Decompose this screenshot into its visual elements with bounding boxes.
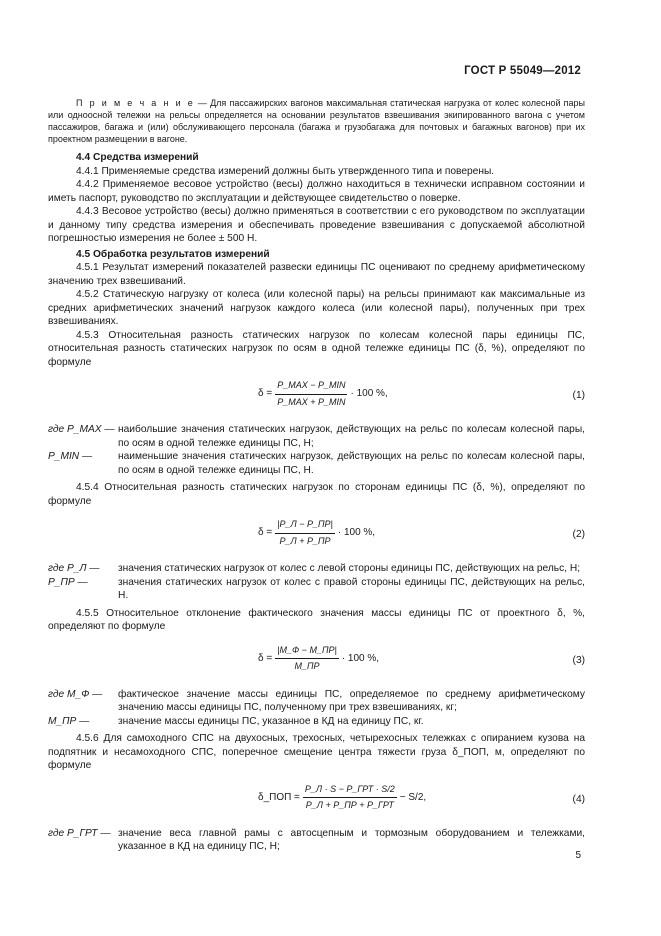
standard-code: ГОСТ Р 55049—2012: [464, 65, 581, 77]
para-4-5-6: 4.5.6 Для самоходного СПС на двухосных, трехосных, четырехосных тележках с опиранием кузова на подпятник и несамоходного СПС, поперечное смещение центра тяжести груза δ_ПОП, м, определяют по формуле: [48, 733, 585, 771]
definition-symbol: P_ПР —: [48, 576, 88, 588]
para-4-4-2: 4.4.2 Применяемое весовое устройство (весы) должно находиться в технически исправном состоянии и иметь паспорт, руководство по эксплуатации и действующее свидетельство о поверке.: [48, 179, 585, 204]
formula-2-number: (2): [572, 529, 585, 540]
para-4-5-2: 4.5.2 Статическую нагрузку от колеса (или колесной пары) на рельсы принимают как максимальные из средних арифметических значений нагрузок каждого колеса (или колесной пары), полученных при трех взвешиваниях.: [48, 289, 585, 327]
para-4-5-1: 4.5.1 Результат измерений показателей развески единицы ПС оценивают по среднему арифметическому значению трех взвешиваний.: [48, 262, 585, 287]
formula-4-lhs: δ_ПОП =: [258, 791, 300, 803]
section-4-4-title: 4.4 Средства измерений: [76, 152, 199, 163]
definition-symbol: P_MIN —: [48, 451, 93, 462]
definition-symbol: где M_Ф —: [48, 688, 103, 700]
formula-3: [48, 642, 585, 680]
definition-text: значения статических нагрузок от колес с левой стороны единицы ПС, действующих на рельс, Н;: [118, 563, 581, 574]
definition-symbol: где P_MAX —: [48, 424, 115, 435]
definition-text: значение веса главной рамы с автосцепным и тормозным оборудованием и тележками, указанное в КД на единицу ПС, Н;: [118, 827, 585, 852]
definition-item: [48, 715, 585, 729]
definition-item: [48, 827, 585, 854]
section-4-5-title: 4.5 Обработка результатов измерений: [76, 248, 270, 260]
formula-3-numerator: |M_Ф − M_ПР|: [275, 644, 339, 660]
definition-text: значения статических нагрузок от колес с правой стороны единицы ПС, действующих на рельс, Н.: [118, 576, 585, 601]
formula-2: [48, 516, 585, 554]
formula-4-denominator: P_Л + P_ПР + P_ГРТ: [305, 800, 394, 810]
formula-3-denominator: M_ПР: [294, 661, 320, 671]
definition-text: наименьшие значения статических нагрузок, действующих на рельс по колесам колесной пары, по осям в одной тележке единицы ПС, Н.: [118, 451, 585, 476]
formula-1-lhs: δ =: [258, 388, 273, 400]
formula-4-rhs: − S/2,: [399, 791, 427, 803]
page-content: [48, 97, 585, 858]
formula-3-lhs: δ =: [258, 652, 273, 664]
definition-symbol: M_ПР —: [48, 715, 90, 727]
definition-item: [48, 423, 585, 450]
note-label: П р и м е ч а н и е: [76, 98, 195, 108]
para-4-5-4: 4.5.4 Относительная разность статических нагрузок по сторонам единицы ПС (δ, %), определяют по формуле: [48, 482, 585, 507]
formula-1-rhs: · 100 %,: [350, 388, 388, 400]
definition-symbol: где P_Л —: [48, 563, 100, 574]
definitions-1: [48, 423, 585, 477]
definition-text: наибольшие значения статических нагрузок, действующих на рельс по колесам колесной пары, по осям в одной тележке единицы ПС, Н;: [118, 424, 585, 449]
definition-item: [48, 688, 585, 715]
definition-item: [48, 450, 585, 477]
formula-4-numerator: P_Л · S − P_ГРТ · S/2: [303, 783, 397, 799]
formula-2-denominator: P_Л + P_ПР: [279, 535, 331, 546]
formula-4: [48, 781, 585, 819]
formula-3-rhs: · 100 %,: [341, 652, 380, 664]
definition-text: значение массы единицы ПС, указанное в КД на единицу ПС, кг.: [118, 715, 424, 727]
para-4-4-3: 4.4.3 Весовое устройство (весы) должно применяться в соответствии с его руководством по эксплуатации и данному типу средства измерения и обеспечивать проведение взвешивания с допускаемой абсолютной погрешностью измерения не более ± 500 Н.: [48, 206, 585, 244]
formula-1: [48, 377, 585, 415]
definition-item: [48, 576, 585, 603]
note-text: — Для пассажирских вагонов максимальная статическая нагрузка от колес колесной пары или одноосной тележки на рельсы определяется на основании результатов взвешивания экипированного вагона с учетом пассажиров, багажа и (или) обслуживающего персонала (багажа и грузобагажа для почтовых и багажных вагонов) при их проектном размещении в вагоне.: [48, 98, 585, 144]
formula-1-number: (1): [572, 390, 585, 401]
note: [48, 97, 585, 145]
formula-2-numerator: |P_Л − P_ПР|: [275, 518, 335, 534]
formula-4-number: (4): [572, 793, 585, 805]
formula-2-rhs: · 100 %,: [337, 527, 376, 539]
para-4-5-3: 4.5.3 Относительная разность статических нагрузок по колесам колесной пары единицы ПС, относительная разность статических нагрузок по осям в одной тележке единицы ПС (δ, %), определяют по формуле: [48, 329, 585, 368]
formula-1-numerator: P_MAX − P_MIN: [275, 379, 347, 395]
definition-item: [48, 562, 585, 576]
definition-text: фактическое значение массы единицы ПС, определяемое по среднему арифметическому значению массы единицы ПС, полученному при трех взвешиваниях, кг;: [118, 688, 585, 713]
definitions-4: [48, 827, 585, 854]
definitions-2: [48, 562, 585, 603]
formula-2-lhs: δ =: [258, 527, 273, 539]
para-4-5-5: 4.5.5 Относительное отклонение фактического значения массы единицы ПС от проектного δ, %, определяют по формуле: [48, 607, 585, 632]
definitions-3: [48, 688, 585, 729]
formula-3-number: (3): [572, 654, 585, 666]
para-4-4-1: 4.4.1 Применяемые средства измерений должны быть утвержденного типа и поверены.: [76, 165, 495, 177]
formula-1-denominator: P_MAX + P_MIN: [277, 396, 346, 407]
page-number: 5: [575, 850, 581, 861]
definition-symbol: где P_ГРТ —: [48, 827, 111, 839]
